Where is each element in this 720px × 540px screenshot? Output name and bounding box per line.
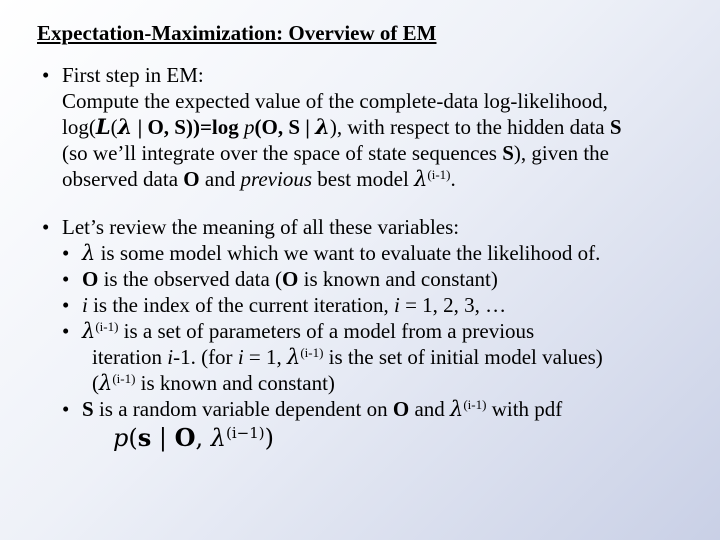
bullet-text: First step in EM: [62, 63, 204, 87]
sub-bullet-S: • S is a random variable dependent on O and $\lambda^{(i-1)}$ with pdf [62, 396, 563, 421]
sub-bullet-O: • O is the observed data (O is known and constant) [62, 267, 498, 291]
sub-bullet-lambda-prev: • $\lambda^{(i-1)}$ is a set of parameters of a model from a previous [62, 318, 535, 343]
L-symbol: L [95, 114, 111, 139]
bullet-marker: • [42, 215, 50, 239]
sub-bullet-i: • i is the index of the current iteration, i = 1, 2, 3, … [62, 293, 507, 317]
bullet-text: (so we’ll integrate over the space of state sequences S), given the [62, 141, 609, 165]
sub-bullet-lambda: • λ is some model which we want to evaluate the likelihood of. [62, 241, 601, 265]
sub-bullet-continuation: ($\lambda^{(i-1)}$ is known and constant) [92, 370, 335, 395]
pdf-formula: p(s | O, $\lambda^{(i-1)}$) [113, 423, 274, 452]
bullet-variables [42, 214, 603, 422]
bullet-text: Compute the expected value of the complete-data log-likelihood, [62, 89, 608, 113]
sub-bullet-continuation: iteration i-1. (for i = 1, $\lambda^{(i-1)}$ is the set of initial model values) [92, 344, 603, 369]
lambda-symbol: λ [117, 114, 133, 139]
bullet-first-step [42, 62, 622, 192]
bullet-text: Let’s review the meaning of all these variables: [62, 215, 460, 239]
lambda-symbol: λ [315, 114, 330, 139]
bullet-marker: • [42, 63, 50, 87]
lambda-symbol: λ [414, 167, 428, 191]
bullet-text: observed data O and previous best model $\lambda^{(i-1)}$. [62, 166, 456, 191]
loglik-line: log(L(λ | O, S))=log p(O, S | λ), with respect to the hidden data S [62, 114, 622, 139]
slide-title: Expectation-Maximization: Overview of EM [37, 21, 437, 45]
